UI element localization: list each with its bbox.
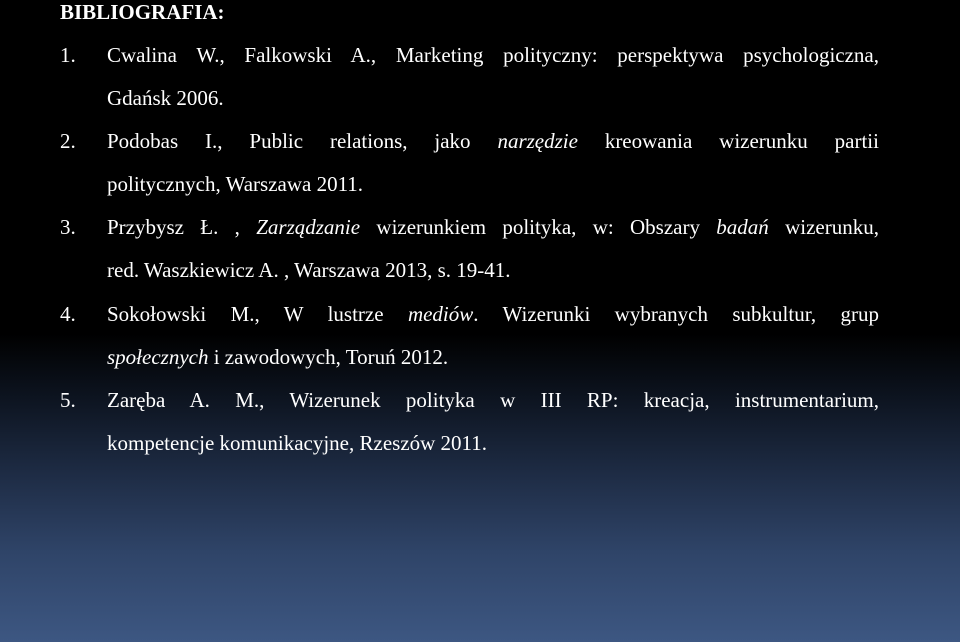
entry-line xyxy=(107,206,879,249)
entry-number: 4. xyxy=(60,302,76,326)
text-run: Cwalina W., Falkowski A., Marketing polityczny: perspektywa psychologiczna, xyxy=(107,43,879,67)
text-run: Sokołowski M., W lustrze xyxy=(107,302,408,326)
entry-line xyxy=(107,120,879,163)
italic-text: narzędzie xyxy=(497,129,578,153)
entry-number: 3. xyxy=(60,215,76,239)
text-run: Gdańsk 2006. xyxy=(107,86,224,110)
text-run: kreowania wizerunku partii xyxy=(577,129,879,153)
italic-text: społecznych xyxy=(107,345,209,369)
italic-text: badań xyxy=(716,215,769,239)
italic-text: Zarządzanie xyxy=(256,215,361,239)
text-run: Zaręba A. M., Wizerunek polityka w III RP: kreacja, instrumentarium, xyxy=(107,388,879,412)
page-title: BIBLIOGRAFIA: xyxy=(60,0,225,24)
text-run: Podobas I., Public relations, jako xyxy=(107,129,498,153)
italic-text: mediów xyxy=(407,302,474,326)
text-run: red. Waszkiewicz A. , Warszawa 2013, s. 19-41. xyxy=(107,258,511,282)
entry-number: 1. xyxy=(60,43,76,67)
entry-line xyxy=(107,249,879,292)
text-run: wizerunkiem polityka, w: Obszary xyxy=(360,215,717,239)
entry-line xyxy=(107,163,879,206)
text-run: i zawodowych, Toruń 2012. xyxy=(208,345,449,369)
entry-line xyxy=(107,336,879,379)
text-run: . Wizerunki wybranych subkultur, grup xyxy=(473,302,879,326)
entry-line xyxy=(107,34,879,77)
text-run: kompetencje komunikacyjne, Rzeszów 2011. xyxy=(107,431,488,455)
entry-line xyxy=(107,293,879,336)
entry-line xyxy=(107,422,879,465)
entry-number: 2. xyxy=(60,129,76,153)
text-run: politycznych, Warszawa 2011. xyxy=(107,172,364,196)
entry-number: 5. xyxy=(60,388,76,412)
text-run: Przybysz Ł. , xyxy=(107,215,257,239)
entry-line xyxy=(107,379,879,422)
text-run: wizerunku, xyxy=(768,215,879,239)
entry-line xyxy=(107,77,879,120)
